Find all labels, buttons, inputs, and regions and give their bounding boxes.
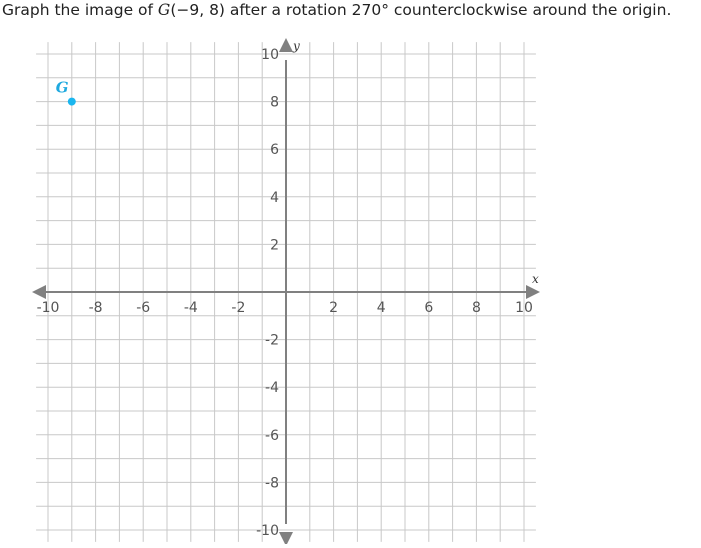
y-tick-label: 2 [270,237,279,254]
x-tick-label: -2 [231,300,246,316]
x-tick-label: 8 [471,300,481,316]
y-tick-label: -8 [265,475,279,492]
y-tick-label: 10 [261,47,279,63]
point-label-g: G [55,78,69,97]
y-tick-label: -4 [265,380,279,397]
x-tick-label: -4 [183,300,198,316]
y-axis-label: y [293,39,300,53]
y-tick-label: -2 [265,332,279,349]
x-axis-arrow-right [526,285,540,299]
y-tick-label: -6 [265,427,279,444]
y-tick-label: -10 [256,523,279,539]
prompt-text-after: (−9, 8) after a rotation 270° counterclockwise around the origin. [170,1,672,19]
prompt-text-before: Graph the image of [2,1,158,19]
point-g[interactable] [68,98,76,106]
y-axis-arrow-down [279,532,293,544]
x-tick-label: 10 [515,300,533,316]
x-tick-label: -6 [136,300,151,316]
x-tick-label: 6 [424,300,434,316]
y-axis-arrow-up [279,38,293,52]
x-tick-label: -8 [88,300,103,316]
x-axis-label: x [532,272,539,286]
y-tick-label: 4 [270,189,279,206]
y-tick-label: 8 [270,94,279,111]
prompt-point-name: G [157,1,171,19]
x-tick-label: 2 [329,300,339,316]
y-tick-label: 6 [270,142,279,159]
x-tick-label: 4 [376,300,386,316]
x-axis-arrow-left [32,285,46,299]
x-tick-label: -10 [36,300,60,316]
